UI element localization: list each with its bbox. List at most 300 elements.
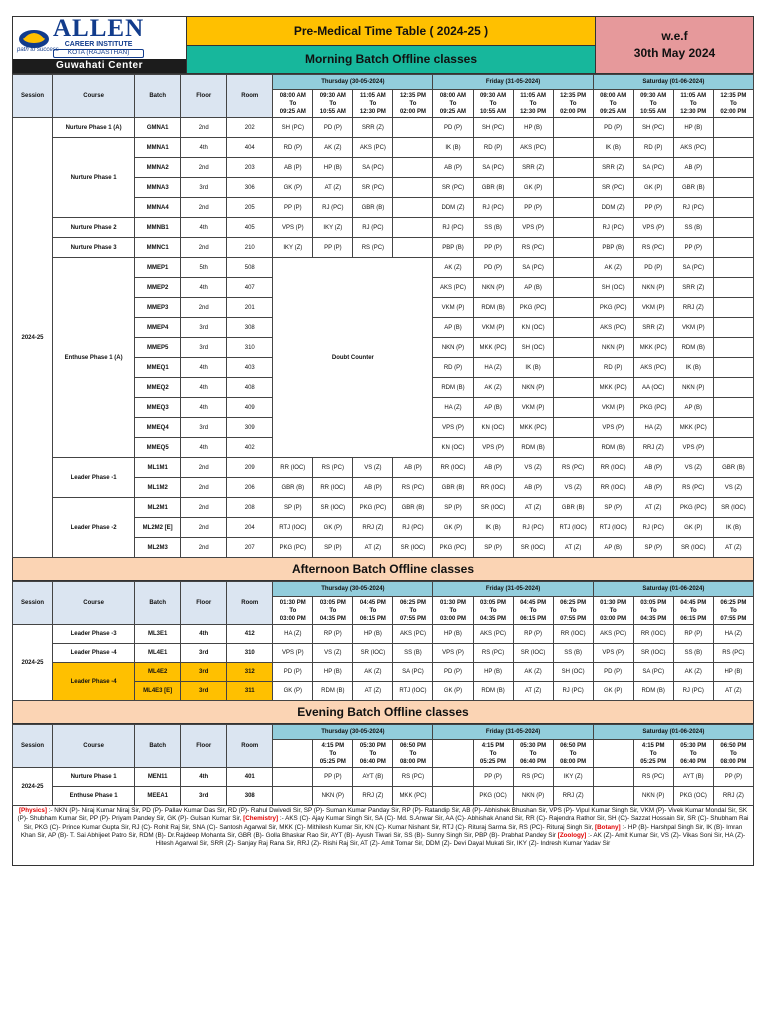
room-cell: 203	[227, 158, 273, 178]
class-cell: SS (B)	[553, 644, 593, 663]
room-cell: 207	[227, 538, 273, 558]
table-row	[13, 644, 754, 663]
class-cell	[273, 787, 313, 806]
class-cell: RJ (PC)	[313, 198, 353, 218]
class-cell: VPS (P)	[433, 418, 473, 438]
time-slot	[353, 740, 393, 768]
class-cell: MKK (PC)	[393, 787, 433, 806]
class-cell: SRR (Z)	[513, 158, 553, 178]
class-cell: PKG (PC)	[273, 538, 313, 558]
batch-cell: ML3E1	[135, 625, 181, 644]
class-cell: PD (P)	[593, 663, 633, 682]
class-cell	[553, 398, 593, 418]
time-slot	[593, 740, 633, 768]
class-cell: KN (OC)	[433, 438, 473, 458]
class-cell: NKN (P)	[593, 338, 633, 358]
class-cell: AK (Z)	[313, 138, 353, 158]
doubt-counter: Doubt Counter	[273, 258, 433, 458]
class-cell	[393, 238, 433, 258]
class-cell: VPS (P)	[593, 418, 633, 438]
class-cell: NKN (P)	[433, 338, 473, 358]
day-header: Saturday (01-06-2024)	[593, 725, 753, 740]
class-cell: RS (PC)	[393, 478, 433, 498]
col-course: Course	[53, 582, 135, 625]
class-cell: VS (Z)	[353, 458, 393, 478]
class-cell: AKS (PC)	[433, 278, 473, 298]
class-cell: AT (Z)	[553, 538, 593, 558]
class-cell: SR (IOC)	[473, 498, 513, 518]
class-cell: SP (P)	[273, 498, 313, 518]
slot-text: 06:50 PM To 08:00 PM	[720, 742, 747, 765]
class-cell: PP (P)	[273, 198, 313, 218]
batch-cell: MMNC1	[135, 238, 181, 258]
slot-text: 08:00 AM To 09:25 AM	[600, 92, 627, 115]
class-cell: NKN (P)	[473, 278, 513, 298]
class-cell	[553, 238, 593, 258]
room-cell: 204	[227, 518, 273, 538]
time-slot	[713, 90, 753, 118]
class-cell	[593, 768, 633, 787]
room-cell: 308	[227, 318, 273, 338]
class-cell: PD (P)	[473, 258, 513, 278]
wef-date: 30th May 2024	[633, 46, 716, 60]
room-cell: 201	[227, 298, 273, 318]
slot-text: 05:30 PM To 06:40 PM	[680, 742, 707, 765]
batch-cell: MMNA1	[135, 138, 181, 158]
col-course: Course	[53, 75, 135, 118]
class-cell: VKM (P)	[473, 318, 513, 338]
slot-text: 06:50 PM To 08:00 PM	[399, 742, 426, 765]
class-cell: VPS (P)	[593, 644, 633, 663]
tagline: path to success	[17, 47, 59, 53]
class-cell	[553, 218, 593, 238]
room-cell: 409	[227, 398, 273, 418]
class-cell: SR (IOC)	[513, 644, 553, 663]
batch-cell: MMEQ3	[135, 398, 181, 418]
slot-text: 12:35 PM To 02:00 PM	[560, 92, 587, 115]
time-slot	[353, 90, 393, 118]
room-cell: 310	[227, 338, 273, 358]
class-cell: SR (PC)	[353, 178, 393, 198]
slot-text: 08:00 AM To 09:25 AM	[279, 92, 306, 115]
course-cell: Nurture Phase 1	[53, 768, 135, 787]
class-cell: IK (B)	[513, 358, 553, 378]
room-cell: 403	[227, 358, 273, 378]
room-cell: 202	[227, 118, 273, 138]
slot-text: 01:30 PM To 03:00 PM	[600, 599, 627, 622]
class-cell: HP (B)	[513, 118, 553, 138]
slot-text: 03:05 PM To 04:35 PM	[640, 599, 667, 622]
time-slot	[473, 740, 513, 768]
class-cell	[713, 138, 753, 158]
class-cell: AKS (PC)	[593, 318, 633, 338]
floor-cell: 3rd	[181, 338, 227, 358]
class-cell: AP (B)	[473, 398, 513, 418]
class-cell: SS (B)	[673, 644, 713, 663]
class-cell: RJ (PC)	[513, 518, 553, 538]
floor-cell: 2nd	[181, 198, 227, 218]
class-cell: VPS (P)	[633, 218, 673, 238]
col-floor: Floor	[181, 582, 227, 625]
class-cell: RRJ (Z)	[673, 298, 713, 318]
session-cell: 2024-25	[13, 625, 53, 701]
class-cell: RR (IOC)	[553, 625, 593, 644]
batch-cell: ML4E3 [E]	[135, 682, 181, 701]
class-cell	[713, 438, 753, 458]
floor-cell: 2nd	[181, 518, 227, 538]
class-cell: SR (IOC)	[713, 498, 753, 518]
class-cell: VS (Z)	[313, 644, 353, 663]
time-slot	[593, 90, 633, 118]
class-cell: HP (B)	[713, 663, 753, 682]
slot-text: 05:30 PM To 06:40 PM	[520, 742, 547, 765]
class-cell: PD (P)	[633, 258, 673, 278]
class-cell: MKK (PC)	[593, 378, 633, 398]
time-slot	[593, 597, 633, 625]
table-row	[13, 768, 754, 787]
class-cell: AK (Z)	[673, 663, 713, 682]
floor-cell: 2nd	[181, 158, 227, 178]
room-cell: 405	[227, 218, 273, 238]
class-cell: DDM (Z)	[433, 198, 473, 218]
room-cell: 308	[227, 787, 273, 806]
class-cell: AA (OC)	[633, 378, 673, 398]
class-cell: PKG (OC)	[673, 787, 713, 806]
room-cell: 209	[227, 458, 273, 478]
class-cell: HA (Z)	[633, 418, 673, 438]
slot-text: 4:15 PM To 05:25 PM	[319, 742, 346, 765]
class-cell: AB (P)	[273, 158, 313, 178]
batch-cell: MMEP4	[135, 318, 181, 338]
col-session: Session	[13, 75, 53, 118]
class-cell: RDM (B)	[473, 682, 513, 701]
time-slot	[513, 597, 553, 625]
room-cell: 407	[227, 278, 273, 298]
class-cell: SA (PC)	[353, 158, 393, 178]
class-cell: RDM (B)	[473, 298, 513, 318]
batch-cell: MMNA4	[135, 198, 181, 218]
legend-chemistry-label: [Chemistry]	[243, 815, 279, 823]
class-cell: AKS (PC)	[633, 358, 673, 378]
class-cell: RJ (PC)	[353, 218, 393, 238]
page-title: Pre-Medical Time Table ( 2024-25 )	[187, 17, 595, 46]
slot-text: 04:45 PM To 06:15 PM	[359, 599, 386, 622]
class-cell: RTJ (IOC)	[273, 518, 313, 538]
day-header: Thursday (30-05-2024)	[273, 75, 433, 90]
class-cell: MKK (PC)	[473, 338, 513, 358]
class-cell: GK (P)	[433, 518, 473, 538]
class-cell: RDM (B)	[633, 682, 673, 701]
class-cell: RJ (PC)	[473, 198, 513, 218]
col-floor: Floor	[181, 75, 227, 118]
class-cell: RTJ (IOC)	[593, 518, 633, 538]
class-cell: AT (Z)	[513, 498, 553, 518]
class-cell: NKN (P)	[513, 378, 553, 398]
class-cell: MKK (PC)	[513, 418, 553, 438]
class-cell: GBR (B)	[553, 498, 593, 518]
floor-cell: 3rd	[181, 663, 227, 682]
class-cell: SR (PC)	[433, 178, 473, 198]
class-cell: RDM (B)	[313, 682, 353, 701]
class-cell	[713, 198, 753, 218]
class-cell: PD (P)	[273, 663, 313, 682]
floor-cell: 2nd	[181, 538, 227, 558]
class-cell: RD (P)	[633, 138, 673, 158]
time-slot	[393, 740, 433, 768]
class-cell: VKM (P)	[513, 398, 553, 418]
class-cell: GBR (B)	[353, 198, 393, 218]
room-cell: 401	[227, 768, 273, 787]
class-cell: AT (Z)	[633, 498, 673, 518]
table-row	[13, 458, 754, 478]
class-cell: AYT (B)	[673, 768, 713, 787]
class-cell	[713, 338, 753, 358]
class-cell	[553, 318, 593, 338]
legend-botany-label: [Botany]	[595, 823, 621, 831]
class-cell: SA (PC)	[513, 258, 553, 278]
floor-cell: 2nd	[181, 498, 227, 518]
class-cell: IK (B)	[673, 358, 713, 378]
class-cell: AB (P)	[353, 478, 393, 498]
class-cell: AK (Z)	[473, 378, 513, 398]
class-cell: AKS (PC)	[673, 138, 713, 158]
class-cell: RJ (PC)	[393, 518, 433, 538]
room-cell: 205	[227, 198, 273, 218]
class-cell	[393, 218, 433, 238]
class-cell: KN (OC)	[513, 318, 553, 338]
class-cell: VKM (P)	[433, 298, 473, 318]
class-cell: VS (Z)	[673, 458, 713, 478]
batch-cell: MEEA1	[135, 787, 181, 806]
class-cell: GBR (B)	[673, 178, 713, 198]
batch-cell: MMEQ5	[135, 438, 181, 458]
time-slot	[473, 597, 513, 625]
floor-cell: 2nd	[181, 118, 227, 138]
class-cell: SH (OC)	[513, 338, 553, 358]
class-cell: RS (PC)	[713, 644, 753, 663]
col-room: Room	[227, 75, 273, 118]
class-cell	[713, 278, 753, 298]
batch-cell: MEN11	[135, 768, 181, 787]
class-cell: RS (PC)	[633, 238, 673, 258]
slot-text: 11:05 AM To 12:30 PM	[359, 92, 386, 115]
class-cell: PD (P)	[433, 663, 473, 682]
day-header: Saturday (01-06-2024)	[593, 582, 753, 597]
time-slot	[313, 597, 353, 625]
class-cell: SR (IOC)	[513, 538, 553, 558]
room-cell: 306	[227, 178, 273, 198]
floor-cell: 2nd	[181, 238, 227, 258]
class-cell: SP (P)	[313, 538, 353, 558]
class-cell: VPS (P)	[473, 438, 513, 458]
timetable-page	[12, 16, 754, 866]
class-cell: HP (B)	[313, 663, 353, 682]
course-cell: Leader Phase -1	[53, 458, 135, 498]
time-slot	[313, 90, 353, 118]
slot-text: 09:30 AM To 10:55 AM	[479, 92, 507, 115]
class-cell: PD (P)	[433, 118, 473, 138]
class-cell: VPS (P)	[433, 644, 473, 663]
col-room: Room	[227, 582, 273, 625]
slot-text: 03:05 PM To 04:35 PM	[480, 599, 507, 622]
col-room: Room	[227, 725, 273, 768]
class-cell: GBR (B)	[433, 478, 473, 498]
class-cell: HA (Z)	[433, 398, 473, 418]
center-name: Guwahati Center	[13, 59, 186, 73]
table-row	[13, 138, 754, 158]
class-cell: AT (Z)	[353, 538, 393, 558]
table-row	[13, 787, 754, 806]
day-header: Friday (31-05-2024)	[433, 582, 593, 597]
floor-cell: 3rd	[181, 682, 227, 701]
class-cell: RDM (B)	[593, 438, 633, 458]
class-cell	[553, 198, 593, 218]
course-cell: Leader Phase -3	[53, 625, 135, 644]
class-cell: GK (P)	[633, 178, 673, 198]
batch-cell: MMEQ2	[135, 378, 181, 398]
floor-cell: 3rd	[181, 787, 227, 806]
class-cell	[393, 138, 433, 158]
time-slot	[673, 90, 713, 118]
time-slot	[713, 597, 753, 625]
time-slot	[433, 90, 473, 118]
col-batch: Batch	[135, 582, 181, 625]
batch-cell: ML2M1	[135, 498, 181, 518]
class-cell	[713, 218, 753, 238]
time-slot	[553, 597, 593, 625]
class-cell: AB (P)	[433, 158, 473, 178]
slot-text: 08:00 AM To 09:25 AM	[439, 92, 467, 115]
class-cell: GBR (B)	[713, 458, 753, 478]
class-cell: RD (P)	[433, 358, 473, 378]
class-cell: AB (P)	[393, 458, 433, 478]
class-cell	[553, 338, 593, 358]
class-cell: SA (PC)	[673, 258, 713, 278]
class-cell: PP (P)	[473, 238, 513, 258]
class-cell: GK (P)	[593, 682, 633, 701]
time-slot	[633, 740, 673, 768]
slot-text: 06:25 PM To 07:55 PM	[720, 599, 747, 622]
batch-cell: ML4E1	[135, 644, 181, 663]
class-cell: IK (B)	[713, 518, 753, 538]
class-cell	[553, 178, 593, 198]
day-header: Thursday (30-05-2024)	[273, 582, 433, 597]
class-cell: NKN (P)	[513, 787, 553, 806]
class-cell	[713, 378, 753, 398]
class-cell: PP (P)	[473, 768, 513, 787]
class-cell: RRJ (Z)	[633, 438, 673, 458]
batch-cell: MMEP3	[135, 298, 181, 318]
room-cell: 402	[227, 438, 273, 458]
class-cell: NKN (P)	[313, 787, 353, 806]
class-cell: SP (P)	[473, 538, 513, 558]
batch-cell: GMNA1	[135, 118, 181, 138]
course-cell: Enthuse Phase 1	[53, 787, 135, 806]
class-cell: SA (PC)	[473, 158, 513, 178]
day-header: Thursday (30-05-2024)	[273, 725, 433, 740]
class-cell: AT (Z)	[353, 682, 393, 701]
course-cell: Enthuse Phase 1 (A)	[53, 258, 135, 458]
class-cell: SH (OC)	[553, 663, 593, 682]
class-cell: IKY (Z)	[313, 218, 353, 238]
class-cell: RRJ (Z)	[353, 787, 393, 806]
time-slot	[673, 597, 713, 625]
time-slot	[513, 740, 553, 768]
class-cell: AB (P)	[633, 478, 673, 498]
legend-zoology-label: [Zoology]	[557, 831, 587, 839]
table-row	[13, 498, 754, 518]
slot-text: 04:45 PM To 06:15 PM	[680, 599, 707, 622]
class-cell: PBP (B)	[433, 238, 473, 258]
class-cell: SS (B)	[393, 644, 433, 663]
class-cell: RJ (PC)	[433, 218, 473, 238]
class-cell	[433, 787, 473, 806]
class-cell: RS (PC)	[553, 458, 593, 478]
batch-cell: MMEQ4	[135, 418, 181, 438]
time-slot	[273, 597, 313, 625]
room-cell: 312	[227, 663, 273, 682]
time-slot	[313, 740, 353, 768]
floor-cell: 4th	[181, 768, 227, 787]
class-cell: VS (Z)	[513, 458, 553, 478]
legend-physics-label: [Physics]	[18, 807, 47, 814]
class-cell: RR (IOC)	[633, 625, 673, 644]
class-cell: SH (OC)	[593, 278, 633, 298]
floor-cell: 4th	[181, 278, 227, 298]
class-cell	[713, 158, 753, 178]
class-cell: DDM (Z)	[593, 198, 633, 218]
floor-cell: 3rd	[181, 644, 227, 663]
time-slot	[673, 740, 713, 768]
class-cell: VPS (P)	[273, 218, 313, 238]
slot-text: 11:05 AM To 12:30 PM	[680, 92, 707, 115]
class-cell: AT (Z)	[713, 682, 753, 701]
class-cell: RJ (PC)	[673, 198, 713, 218]
time-slot	[473, 90, 513, 118]
slot-text: 06:25 PM To 07:55 PM	[560, 599, 587, 622]
class-cell: SH (PC)	[273, 118, 313, 138]
class-cell	[713, 118, 753, 138]
class-cell: RS (PC)	[513, 238, 553, 258]
class-cell: PKG (PC)	[513, 298, 553, 318]
class-cell: NKN (P)	[633, 787, 673, 806]
class-cell	[713, 398, 753, 418]
class-cell: AKS (PC)	[513, 138, 553, 158]
class-cell: GK (P)	[513, 178, 553, 198]
class-cell: IK (B)	[433, 138, 473, 158]
class-cell	[553, 358, 593, 378]
class-cell: PD (P)	[593, 118, 633, 138]
class-cell: RR (IOC)	[273, 458, 313, 478]
class-cell: RD (P)	[273, 138, 313, 158]
slot-text: 06:25 PM To 07:55 PM	[399, 599, 426, 622]
afternoon-timetable	[12, 581, 754, 701]
floor-cell: 4th	[181, 398, 227, 418]
class-cell: VPS (P)	[273, 644, 313, 663]
class-cell: SRR (Z)	[633, 318, 673, 338]
slot-text: 05:30 PM To 06:40 PM	[359, 742, 386, 765]
class-cell: RR (IOC)	[593, 478, 633, 498]
col-session: Session	[13, 725, 53, 768]
room-cell: 404	[227, 138, 273, 158]
class-cell	[713, 418, 753, 438]
class-cell: HP (B)	[673, 118, 713, 138]
class-cell	[393, 198, 433, 218]
floor-cell: 4th	[181, 358, 227, 378]
class-cell: SA (PC)	[633, 158, 673, 178]
class-cell: AKS (PC)	[593, 625, 633, 644]
class-cell: AYT (B)	[353, 768, 393, 787]
